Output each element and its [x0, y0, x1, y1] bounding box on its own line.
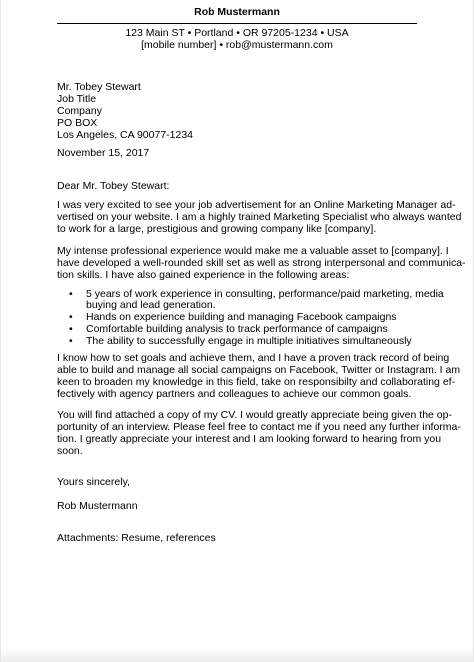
paragraph-line: soon. [57, 445, 83, 457]
paragraph-line: have developed a well-rounded skill set as well as strong interpersonal and communica- [57, 257, 466, 269]
experience-list [57, 288, 444, 348]
list-item [57, 312, 429, 323]
letterhead [57, 6, 417, 52]
list-item-text: 5 years of work experience in consulting, performance/paid marketing, media [86, 288, 444, 300]
paragraph-experience [57, 245, 466, 281]
attachments-line: Attachments: Resume, references [57, 532, 216, 544]
paragraph-line: vertised on your website. I am a highly trained Marketing Specialist who always wanted [57, 211, 462, 223]
closing-phrase: Yours sincerely, [57, 476, 130, 488]
paragraph-line: fectively with agency partners and colleagues to achieve our common goals. [57, 388, 412, 400]
list-item [57, 324, 429, 335]
bullet-icon: • [69, 335, 73, 347]
paragraph-achievements [57, 352, 461, 400]
recipient-line: PO BOX [57, 117, 98, 129]
recipient-line: Job Title [57, 93, 97, 105]
paragraph-line: You will find attached a copy of my CV. I would greatly appreciate being given the op- [57, 409, 452, 421]
bullet-icon: • [69, 311, 73, 323]
paragraph-closing [57, 409, 461, 457]
sender-address: 123 Main ST • Portland • OR 97205-1234 • USA [125, 26, 349, 39]
bullet-icon: • [69, 323, 73, 335]
recipient-line: Mr. Tobey Stewart [57, 81, 141, 93]
list-item [57, 288, 444, 311]
paragraph-line: tion. I greatly appreciate your interest and I am looking forward to hearing from you [57, 433, 442, 445]
paragraph-line: keen to broaden my knowledge in this field, take on responsibilty and collaborating ef- [57, 376, 456, 388]
page-edge [1, 648, 473, 662]
list-item-text: The ability to successfully engage in multiple initiatives simultaneously [86, 335, 412, 347]
signature-name: Rob Mustermann [57, 500, 138, 512]
paragraph-line: portunity of an interview. Please feel free to contact me if you need any further informa- [57, 421, 461, 433]
recipient-line: Company [57, 105, 102, 117]
paragraph-line: My intense professional experience would make me a valuable asset to [company]. I [57, 245, 449, 257]
sender-name: Rob Mustermann [57, 6, 417, 24]
bullet-icon: • [69, 288, 73, 300]
paragraph-line: I know how to set goals and achieve them, and I have a proven track record of being [57, 352, 450, 364]
paragraph-intro [57, 199, 462, 235]
sender-contact: [mobile number] • rob@mustermann.com [141, 39, 333, 51]
recipient-line: Los Angeles, CA 90077-1234 [57, 129, 194, 141]
letter-date: November 15, 2017 [57, 147, 150, 159]
list-item-text: Hands on experience building and managing Facebook campaigns [86, 311, 397, 323]
list-item [57, 336, 429, 347]
recipient-address [57, 81, 429, 141]
paragraph-line: tion skills. I have also gained experience in the following areas: [57, 269, 350, 281]
salutation: Dear Mr. Tobey Stewart: [57, 180, 170, 192]
list-item-text: Comfortable building analysis to track performance of campaigns [86, 323, 388, 335]
list-item-text: buying and lead generation. [86, 299, 216, 311]
paragraph-line: I was very excited to see your job advertisement for an Online Marketing Manager ad- [57, 199, 456, 211]
paragraph-line: able to build and manage all social campaigns on Facebook, Twitter or Instagram. I am [57, 364, 461, 376]
paragraph-line: to work for a large, prestigious and growing company like [company]. [57, 223, 377, 235]
